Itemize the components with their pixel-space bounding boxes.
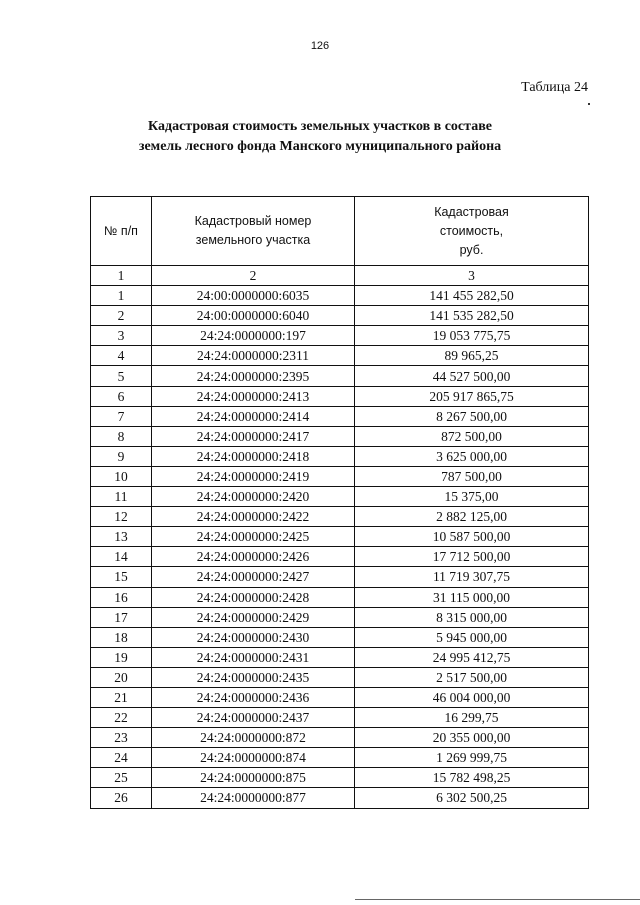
cadastral-number-cell: 24:24:0000000:874 [152, 748, 355, 768]
table-row [91, 627, 589, 647]
header-cadastral-number-line-1: Кадастровый номер [194, 214, 312, 228]
cadastral-number-cell: 24:00:0000000:6035 [152, 286, 355, 306]
cadastral-value-cell: 17 712 500,00 [355, 547, 589, 567]
row-number-cell: 6 [91, 386, 152, 406]
document-title [0, 117, 640, 157]
row-number-cell: 9 [91, 446, 152, 466]
cadastral-value-cell: 872 500,00 [355, 426, 589, 446]
cadastral-value-cell: 2 517 500,00 [355, 667, 589, 687]
cadastral-value-cell: 11 719 307,75 [355, 567, 589, 587]
table-row [91, 426, 589, 446]
cadastral-number-cell: 24:24:0000000:2395 [152, 366, 355, 386]
row-number-cell: 25 [91, 768, 152, 788]
row-number-cell: 18 [91, 627, 152, 647]
table-row [91, 487, 589, 507]
cadastral-value-cell: 31 115 000,00 [355, 587, 589, 607]
column-number-cell: 1 [91, 266, 152, 286]
header-row [91, 197, 589, 266]
cadastral-number-cell: 24:24:0000000:875 [152, 768, 355, 788]
table-row [91, 647, 589, 667]
cadastral-number-cell: 24:24:0000000:872 [152, 728, 355, 748]
table-row [91, 527, 589, 547]
row-number-cell: 23 [91, 728, 152, 748]
cadastral-value-cell: 15 782 498,25 [355, 768, 589, 788]
row-number-cell: 13 [91, 527, 152, 547]
row-number-cell: 12 [91, 507, 152, 527]
cadastral-number-cell: 24:24:0000000:2420 [152, 487, 355, 507]
row-number-cell: 16 [91, 587, 152, 607]
cadastral-number-cell: 24:24:0000000:2435 [152, 667, 355, 687]
cadastral-number-cell: 24:24:0000000:2430 [152, 627, 355, 647]
row-number-cell: 4 [91, 346, 152, 366]
cadastral-value-cell: 1 269 999,75 [355, 748, 589, 768]
cadastral-value-cell: 787 500,00 [355, 466, 589, 486]
cadastral-value-cell: 3 625 000,00 [355, 446, 589, 466]
bottom-edge-line [355, 899, 640, 900]
column-number-cell: 2 [152, 266, 355, 286]
table-row [91, 728, 589, 748]
cadastral-value-cell: 2 882 125,00 [355, 507, 589, 527]
table-row [91, 406, 589, 426]
header-cadastral-value-line-3: руб. [459, 242, 484, 257]
cadastral-number-cell: 24:24:0000000:2425 [152, 527, 355, 547]
cadastral-number-cell: 24:24:0000000:2418 [152, 446, 355, 466]
table-row [91, 768, 589, 788]
cadastral-number-cell: 24:24:0000000:2413 [152, 386, 355, 406]
row-number-cell: 20 [91, 667, 152, 687]
cadastral-value-cell: 24 995 412,75 [355, 647, 589, 667]
row-number-cell: 5 [91, 366, 152, 386]
row-number-cell: 2 [91, 306, 152, 326]
header-cadastral-value [355, 197, 589, 266]
table-row [91, 788, 589, 808]
cadastral-number-cell: 24:24:0000000:2414 [152, 406, 355, 426]
cadastral-number-cell: 24:24:0000000:2426 [152, 547, 355, 567]
table-row [91, 687, 589, 707]
cadastral-number-cell: 24:24:0000000:2311 [152, 346, 355, 366]
row-number-cell: 8 [91, 426, 152, 446]
row-number-cell: 14 [91, 547, 152, 567]
table-row [91, 346, 589, 366]
row-number-cell: 17 [91, 607, 152, 627]
cadastral-number-cell: 24:24:0000000:2429 [152, 607, 355, 627]
cadastral-number-cell: 24:00:0000000:6040 [152, 306, 355, 326]
cadastral-value-table [90, 196, 589, 809]
cadastral-value-cell: 44 527 500,00 [355, 366, 589, 386]
cadastral-value-cell: 141 455 282,50 [355, 286, 589, 306]
cadastral-number-cell: 24:24:0000000:2419 [152, 466, 355, 486]
cadastral-number-cell: 24:24:0000000:197 [152, 326, 355, 346]
cadastral-value-cell: 89 965,25 [355, 346, 589, 366]
table-row [91, 667, 589, 687]
table-row [91, 326, 589, 346]
cadastral-value-cell: 8 267 500,00 [355, 406, 589, 426]
title-line-2: земель лесного фонда Манского муниципального района [138, 139, 502, 154]
cadastral-value-cell: 6 302 500,25 [355, 788, 589, 808]
cadastral-number-cell: 24:24:0000000:2428 [152, 587, 355, 607]
cadastral-value-cell: 205 917 865,75 [355, 386, 589, 406]
table-row [91, 507, 589, 527]
row-number-cell: 19 [91, 647, 152, 667]
header-number: № п/п [91, 197, 152, 266]
cadastral-value-cell: 15 375,00 [355, 487, 589, 507]
table-body [91, 266, 589, 809]
row-number-cell: 21 [91, 687, 152, 707]
title-line-1: Кадастровая стоимость земельных участков в составе [148, 119, 492, 134]
row-number-cell: 7 [91, 406, 152, 426]
table-row [91, 286, 589, 306]
column-number-cell: 3 [355, 266, 589, 286]
row-number-cell: 26 [91, 788, 152, 808]
table-row [91, 607, 589, 627]
header-cadastral-number [152, 197, 355, 266]
table-row [91, 567, 589, 587]
cadastral-number-cell: 24:24:0000000:2436 [152, 687, 355, 707]
header-cadastral-value-line-1: Кадастровая [434, 204, 509, 219]
cadastral-value-cell: 5 945 000,00 [355, 627, 589, 647]
cadastral-value-cell: 141 535 282,50 [355, 306, 589, 326]
page-number: 126 [310, 40, 330, 52]
table-row [91, 587, 589, 607]
table-label: Таблица 24 [521, 80, 588, 95]
table-row [91, 446, 589, 466]
cadastral-value-cell: 8 315 000,00 [355, 607, 589, 627]
row-number-cell: 22 [91, 708, 152, 728]
row-number-cell: 3 [91, 326, 152, 346]
row-number-cell: 11 [91, 487, 152, 507]
cadastral-number-cell: 24:24:0000000:877 [152, 788, 355, 808]
header-cadastral-value-line-2: стоимость, [439, 223, 504, 238]
row-number-cell: 24 [91, 748, 152, 768]
row-number-cell: 15 [91, 567, 152, 587]
cadastral-number-cell: 24:24:0000000:2427 [152, 567, 355, 587]
cadastral-value-cell: 46 004 000,00 [355, 687, 589, 707]
cadastral-value-cell: 16 299,75 [355, 708, 589, 728]
table-row [91, 748, 589, 768]
table-row [91, 708, 589, 728]
header-cadastral-number-line-2: земельного участка [195, 233, 311, 247]
table-row [91, 547, 589, 567]
cadastral-value-cell: 20 355 000,00 [355, 728, 589, 748]
cadastral-number-cell: 24:24:0000000:2422 [152, 507, 355, 527]
table-row [91, 466, 589, 486]
cadastral-number-cell: 24:24:0000000:2431 [152, 647, 355, 667]
cadastral-number-cell: 24:24:0000000:2437 [152, 708, 355, 728]
stray-dot [588, 103, 590, 105]
table-row [91, 366, 589, 386]
cadastral-value-cell: 19 053 775,75 [355, 326, 589, 346]
cadastral-number-cell: 24:24:0000000:2417 [152, 426, 355, 446]
row-number-cell: 10 [91, 466, 152, 486]
row-number-cell: 1 [91, 286, 152, 306]
column-number-row [91, 266, 589, 286]
cadastral-value-cell: 10 587 500,00 [355, 527, 589, 547]
table-row [91, 306, 589, 326]
table-row [91, 386, 589, 406]
